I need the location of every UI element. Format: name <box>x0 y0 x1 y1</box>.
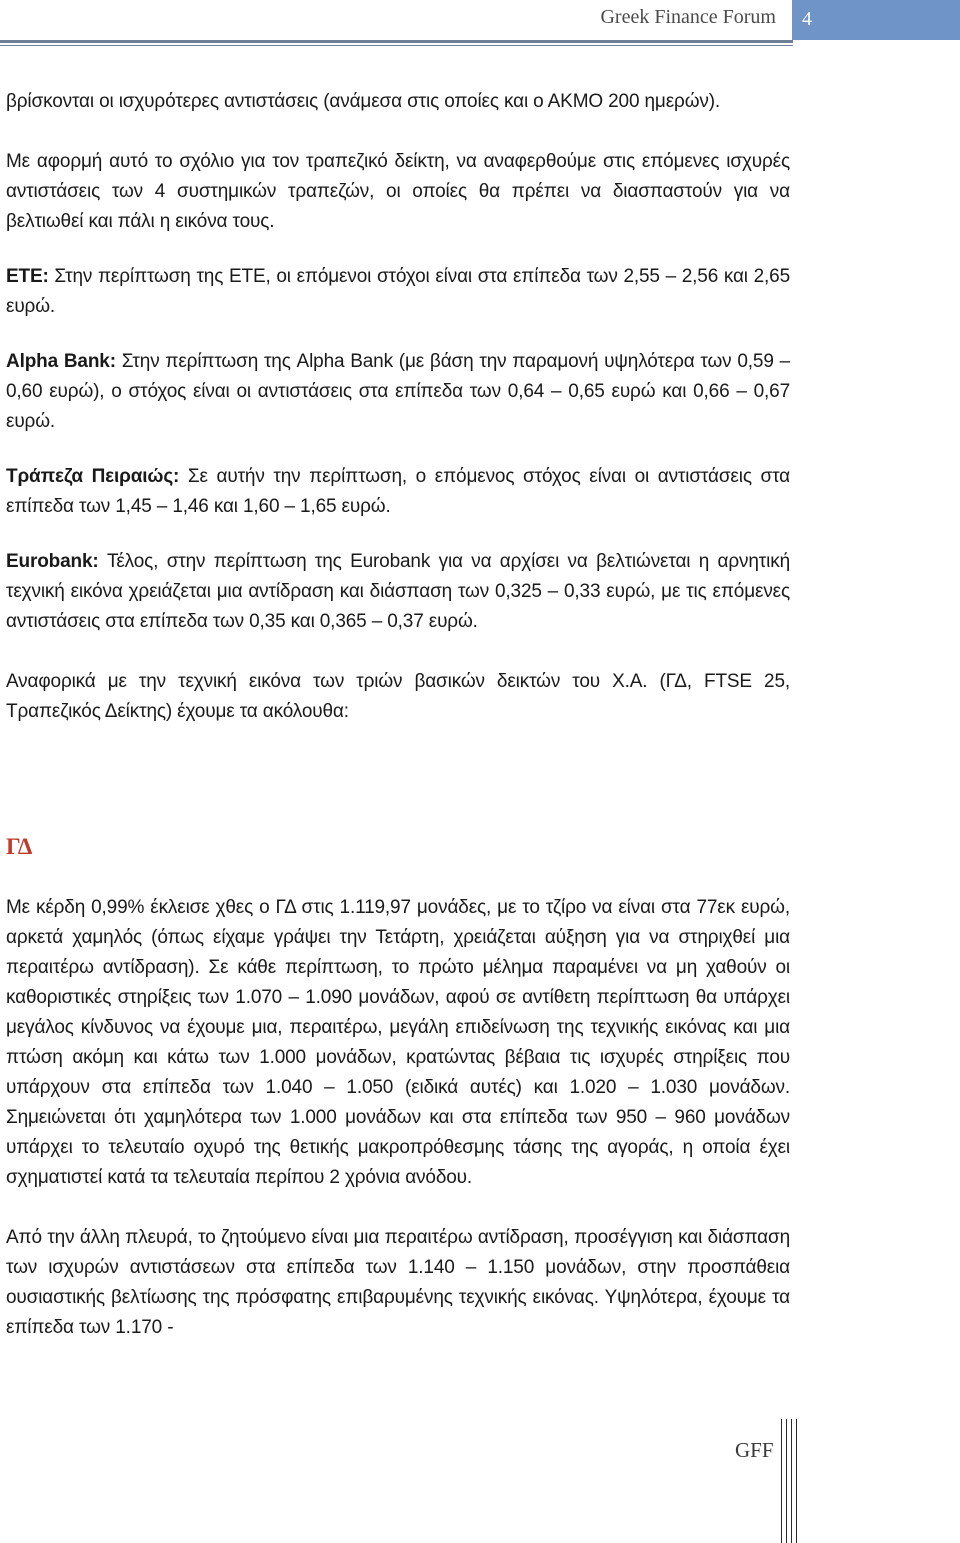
paragraph-alpha <box>6 347 790 437</box>
gd-section-body <box>6 893 790 1343</box>
paragraph-piraeus <box>6 462 790 522</box>
section-heading-gd: ΓΔ <box>6 834 33 859</box>
piraeus-label: Τράπεζα Πειραιώς: <box>6 466 180 487</box>
paragraph-ete <box>6 262 790 322</box>
footer-rule-4 <box>796 1419 797 1543</box>
header-rule-thick <box>0 40 793 43</box>
alpha-text: Στην περίπτωση της Alpha Bank (με βάση την παραμονή υψηλότερα των 0,59 – 0,60 ευρώ), ο στόχος είναι οι αντιστάσεις στα επίπεδα των 0,64 – 0,65 ευρώ και 0,66 – 0,67 ευρώ. <box>6 351 790 432</box>
piraeus-text: Σε αυτήν την περίπτωση, ο επόμενος στόχος είναι οι αντιστάσεις στα επίπεδα των 1,45 – 1,46 και 1,60 – 1,65 ευρώ. <box>6 466 790 517</box>
paragraph-gd-1: Με κέρδη 0,99% έκλεισε χθες ο ΓΔ στις 1.119,97 μονάδες, με το τζίρο να είναι στα 77εκ ευρώ, αρκετά χαμηλός (όπως είχαμε γράψει την Τετάρτη, χρειάζεται αύξηση για να στηριχθεί μια περαιτέρω αντίδραση). Σε κάθε περίπτωση, το πρώτο μέλημα παραμένει να μη χαθούν οι καθοριστικές στηρίξεις των 1.070 – 1.090 μονάδων, αφού σε αντίθετη περίπτωση θα υπάρχει μεγάλος κίνδυνος να έχουμε μια, περαιτέρω, μεγάλη επιδείνωση της τεχνικής εικόνας και μια πτώση ακόμη και κάτω των 1.000 μονάδων, κρατώντας βέβαια τις ισχυρές στηρίξεις που υπάρχουν στα επίπεδα των 1.040 – 1.050 (ειδικά αυτές) και 1.020 – 1.030 μονάδων. Σημειώνεται ότι χαμηλότερα των 1.000 μονάδων και στα επίπεδα των 950 – 960 μονάδων υπάρχει το τελευταίο οχυρό της θετικής μακροπρόθεσμης τάσης της αγοράς, η οποία έχει σχηματιστεί κατά τα τελευταία περίπου 2 χρόνια ανόδου. <box>6 897 790 1188</box>
footer-rule-1 <box>781 1419 782 1543</box>
paragraph-banks-intro: Με αφορμή αυτό το σχόλιο για τον τραπεζικό δείκτη, να αναφερθούμε στις επόμενες ισχυρές αντιστάσεις των 4 συστημικών τραπεζών, οι οποίες θα πρέπει να διασπαστούν για να βελτιωθεί και πάλι η εικόνα τους. <box>6 151 790 232</box>
alpha-label: Alpha Bank: <box>6 351 116 372</box>
footer-rule-2 <box>786 1419 787 1543</box>
paragraph-intro: βρίσκονται οι ισχυρότερες αντιστάσεις (ανάμεσα στις οποίες και ο ΑΚΜΟ 200 ημερών). <box>6 91 721 112</box>
footer-label: GFF <box>735 1438 774 1462</box>
paragraph-eurobank <box>6 547 790 637</box>
ete-text: Στην περίπτωση της ΕΤΕ, οι επόμενοι στόχοι είναι στα επίπεδα των 2,55 – 2,56 και 2,65 ευρώ. <box>6 266 790 317</box>
paragraph-gd-2: Από την άλλη πλευρά, το ζητούμενο είναι μια περαιτέρω αντίδραση, προσέγγιση και διάσπαση των ισχυρών αντιστάσεων στα επίπεδα των 1.140 – 1.150 μονάδων, στην προσπάθεια ουσιαστικής βελτίωσης της πρόσφατης επιβαρυμένης τεχνικής εικόνας. Υψηλότερα, έχουμε τα επίπεδα των 1.170 - <box>6 1227 790 1338</box>
paragraph-indices: Αναφορικά με την τεχνική εικόνα των τριών βασικών δεικτών του Χ.Α. (ΓΔ, FTSE 25, Τραπεζικός Δείκτης) έχουμε τα ακόλουθα: <box>6 671 790 722</box>
ete-label: ΕΤΕ: <box>6 266 49 287</box>
header-title: Greek Finance Forum <box>600 6 776 28</box>
page-number: 4 <box>792 0 960 40</box>
footer-rule-3 <box>791 1419 792 1543</box>
eurobank-label: Eurobank: <box>6 551 99 572</box>
article-body <box>6 87 790 727</box>
eurobank-text: Τέλος, στην περίπτωση της Eurobank για να αρχίσει να βελτιώνεται η αρνητική τεχνική εικόνα χρειάζεται μια αντίδραση και διάσπαση των 0,325 – 0,33 ευρώ, με τις επόμενες αντιστάσεις στα επίπεδα των 0,35 και 0,365 – 0,37 ευρώ. <box>6 551 790 632</box>
header-rule-thin <box>0 45 793 46</box>
